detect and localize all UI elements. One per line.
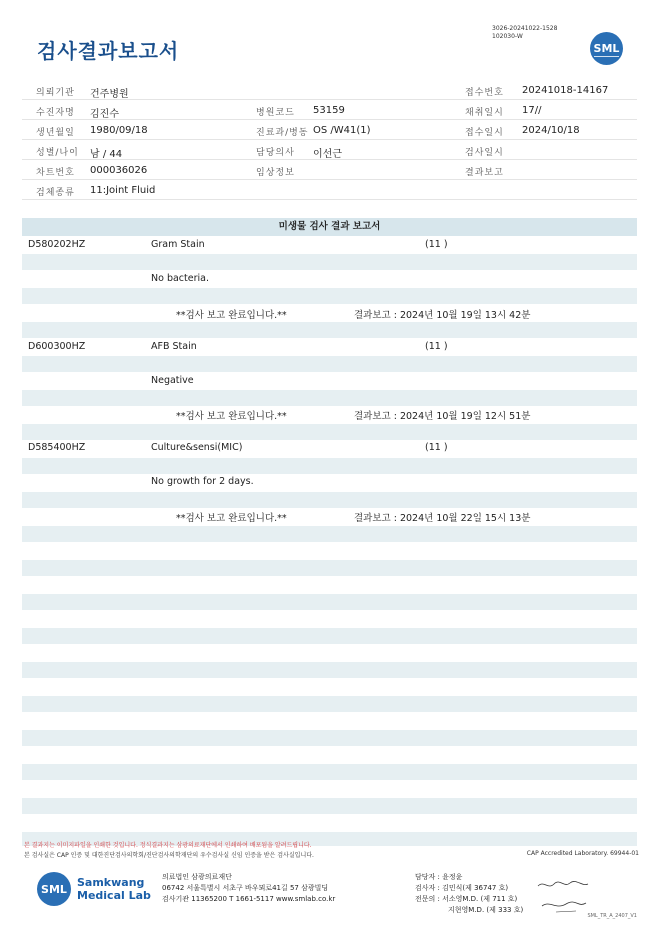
print-notice: 본 결과지는 이미지파일을 인쇄한 것입니다. 정식결과지는 삼광의료재단에서 인쇄하여 배포됨을 알려드립니다. [24,842,312,849]
row-stripe [22,764,637,780]
accreditation-note: 본 검사실은 CAP 인증 및 대한진단검사의학회/진단검사의학재단의 우수검사실 신임 인증을 받은 검사실입니다. [24,852,314,859]
row-stripe [22,662,637,678]
test-name: Gram Stain [151,239,205,250]
cap-accreditation: CAP Accredited Laboratory. 69944-01 [526,850,639,857]
header-row [22,100,637,120]
header-label: 채취일시 [465,108,504,118]
header-value: 20241018-14167 [522,85,609,96]
header-label: 접수일시 [465,128,504,138]
staff-info [415,872,523,916]
test-count: (11 ) [425,442,448,453]
header-label: 진료과/병동 [256,128,309,138]
report-time: 결과보고 : 2024년 10월 22일 15시 13분 [354,513,531,524]
header-label: 검사일시 [465,148,504,158]
test-result: No growth for 2 days. [151,476,254,487]
row-stripe [22,424,637,440]
header-row [22,160,637,180]
header-value: 1980/09/18 [90,125,148,136]
header-value: 2024/10/18 [522,125,580,136]
header-label: 성별/나이 [36,148,79,158]
header-value: 남 / 44 [90,149,123,160]
org-name: 의료법인 삼광의료재단 [162,873,232,881]
test-result: No bacteria. [151,273,209,284]
row-stripe [22,390,637,406]
row-stripe [22,798,637,814]
org-contact: 검사기관 11365200 T 1661-5117 www.smlab.co.kr [162,895,336,903]
sml-logo-mark: SML [37,872,71,906]
staff-line: 검사자 : 김민식(제 36747 호) [415,884,509,892]
header-value: 김진수 [90,109,119,120]
header-row [22,80,637,100]
test-code: D585400HZ [28,442,86,453]
report-complete: **검사 보고 완료입니다.** [176,310,287,321]
page-title: 검사결과보고서 [37,39,180,63]
header-value: 000036026 [90,165,148,176]
form-code: SML_TR_A_2407_V1 [587,913,637,919]
header-label: 결과보고 [465,168,504,178]
footer-logo [37,872,151,906]
row-stripe [22,458,637,474]
header-value: 이선근 [313,149,342,160]
lab-name [77,876,151,902]
document-code [492,25,557,41]
org-address: 06742 서울특별시 서초구 바우뫼로41길 57 삼광빌딩 [162,884,329,892]
row-stripe [22,730,637,746]
header-label: 검체종류 [36,188,75,198]
row-stripe [22,594,637,610]
test-code: D600300HZ [28,341,86,352]
header-label: 담당의사 [256,148,295,158]
header-value: 17// [522,105,542,116]
document-code-line: 3026-20241022-1528 [492,25,558,32]
document-code-line: 102030-W [492,33,523,40]
signature-image [536,878,591,916]
row-stripe [22,696,637,712]
sml-logo: SML [590,32,623,65]
row-stripe [22,526,637,542]
header-label: 생년월일 [36,128,75,138]
row-stripe [22,492,637,508]
test-result: Negative [151,375,194,386]
report-complete: **검사 보고 완료입니다.** [176,513,287,524]
header-row [22,180,637,200]
test-name: AFB Stain [151,341,197,352]
header-row [22,120,637,140]
organization-info [162,872,335,905]
header-label: 차트번호 [36,168,75,178]
header-label: 병원코드 [256,108,295,118]
staff-line: 전문의 : 서소영M.D. (제 711 호) [415,895,518,903]
report-complete: **검사 보고 완료입니다.** [176,411,287,422]
lab-name-line: Medical Lab [77,889,151,902]
header-label: 의뢰기관 [36,88,75,98]
test-code: D580202HZ [28,239,86,250]
test-name: Culture&sensi(MIC) [151,442,243,453]
row-stripe [22,322,637,338]
header-label: 수진자명 [36,108,75,118]
header-row [22,140,637,160]
header-value: 11:Joint Fluid [90,185,156,196]
lab-name-line: Samkwang [77,876,145,889]
staff-line: 지현영M.D. (제 333 호) [448,906,524,914]
section-title: 미생물 검사 결과 보고서 [22,218,637,236]
header-value: 53159 [313,105,345,116]
row-stripe [22,560,637,576]
header-label: 임상정보 [256,168,295,178]
row-stripe [22,356,637,372]
staff-line: 담당자 : 윤정윤 [415,873,463,881]
header-value: 건주병원 [90,89,129,100]
test-count: (11 ) [425,341,448,352]
report-time: 결과보고 : 2024년 10월 19일 12시 51분 [354,411,531,422]
header-value: OS /W41(1) [313,125,371,136]
row-stripe [22,628,637,644]
row-stripe [22,254,637,270]
row-stripe [22,288,637,304]
report-time: 결과보고 : 2024년 10월 19일 13시 42분 [354,310,531,321]
test-count: (11 ) [425,239,448,250]
header-label: 접수번호 [465,88,504,98]
